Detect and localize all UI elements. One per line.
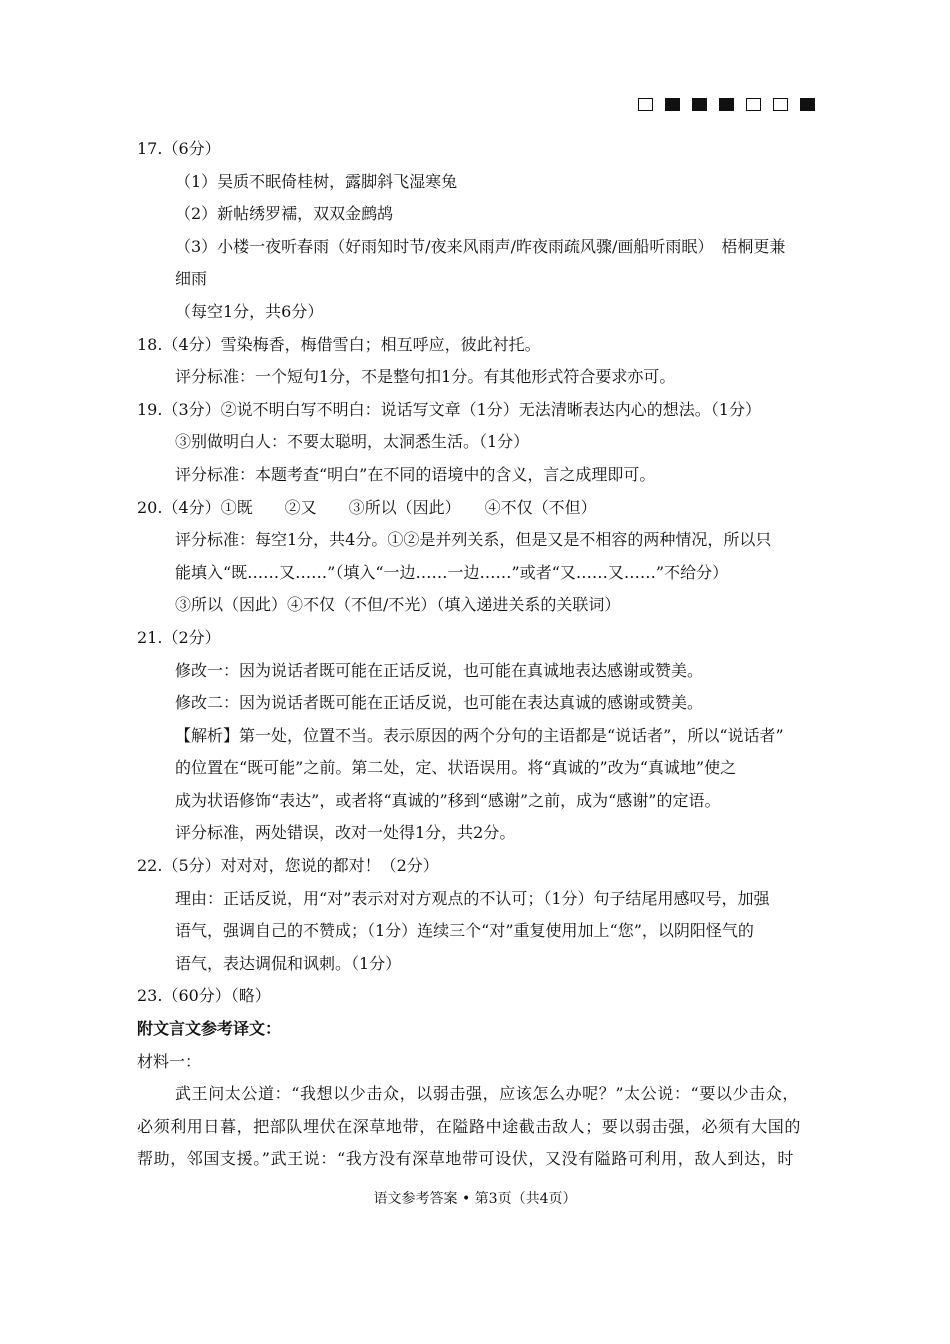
text-line: 23.（60分）（略） xyxy=(137,986,271,1006)
header-mark-empty xyxy=(746,98,761,111)
text-line: 语气，表达调侃和讽刺。（1分） xyxy=(175,953,402,973)
text-line: 帮助，邻国支援。”武王说：“我方没有深草地带可设伏，又没有隘路可利用，敌人到达，时 xyxy=(137,1149,794,1169)
header-mark-empty xyxy=(773,98,788,111)
text-line: 18.（4分）雪染梅香，梅借雪白；相互呼应，彼此衬托。 xyxy=(137,334,541,354)
header-mark-filled xyxy=(719,98,734,111)
text-line: 评分标准：每空1分，共4分。①②是并列关系，但是又是不相容的两种情况，所以只 xyxy=(175,530,772,550)
text-line: 【解析】第一处，位置不当。表示原因的两个分句的主语都是“说话者”，所以“说话者” xyxy=(175,725,784,745)
text-line: 修改二：因为说话者既可能在正话反说，也可能在表达真诚的感谢或赞美。 xyxy=(175,693,704,713)
text-line: 评分标准：一个短句1分，不是整句扣1分。有其他形式符合要求亦可。 xyxy=(175,367,676,387)
text-line: 19.（3分）②说不明白写不明白：说话写文章（1分）无法清晰表达内心的想法。（1分） xyxy=(137,399,761,419)
header-mark-empty xyxy=(638,98,653,111)
header-mark-filled xyxy=(692,98,707,111)
text-line: ③别做明白人：不要太聪明，太洞悉生活。（1分） xyxy=(175,432,530,452)
header-marks xyxy=(638,98,815,111)
header-mark-filled xyxy=(665,98,680,111)
text-line: 21.（2分） xyxy=(137,627,221,647)
text-line: 语气，强调自己的不赞成；（1分）连续三个“对”重复使用加上“您”，以阴阳怪气的 xyxy=(175,921,754,941)
text-line: 材料一： xyxy=(137,1051,202,1071)
text-line: （每空1分，共6分） xyxy=(175,301,324,321)
text-line: 细雨 xyxy=(175,269,208,289)
page-footer: 语文参考答案 • 第3页（共4页） xyxy=(373,1191,577,1207)
header-mark-filled xyxy=(800,98,815,111)
text-line: （3）小楼一夜听春雨（好雨知时节/夜来风雨声/昨夜雨疏风骤/画船听雨眠） 梧桐更兼 xyxy=(175,236,786,256)
text-line: （2）新帖绣罗襦，双双金鹧鸪 xyxy=(175,204,394,224)
answer-content xyxy=(137,133,817,1176)
text-line: 成为状语修饰“表达”，或者将“真诚的”移到“感谢”之前，成为“感谢”的定语。 xyxy=(175,790,721,810)
text-line: 评分标准，两处错误，改对一处得1分，共2分。 xyxy=(175,823,516,843)
text-line: 20.（4分）①既 ②又 ③所以（因此） ④不仅（不但） xyxy=(137,497,597,517)
text-line: 的位置在“既可能”之前。第二处，定、状语误用。将“真诚的”改为“真诚地”使之 xyxy=(175,758,737,778)
text-line: 必须利用日暮，把部队埋伏在深草地带，在隘路中途截击敌人；要以弱击强，必须有大国的 xyxy=(137,1116,802,1136)
text-line: 能填入“既……又……”（填入“一边……一边……”或者“又……又……”不给分） xyxy=(175,562,729,582)
text-line: 17.（6分） xyxy=(137,139,221,158)
text-line: 理由：正话反说，用“对”表示对对方观点的不认可；（1分）句子结尾用感叹号，加强 xyxy=(175,888,770,908)
text-line: 附文言文参考译文： xyxy=(137,1019,282,1039)
text-line: 22.（5分）对对对，您说的都对！（2分） xyxy=(137,856,439,876)
text-line: 武王问太公道：“我想以少击众，以弱击强，应该怎么办呢？”太公说：“要以少击众， xyxy=(175,1084,799,1104)
text-line: 修改一：因为说话者既可能在正话反说，也可能在真诚地表达感谢或赞美。 xyxy=(175,660,704,680)
text-line: ③所以（因此）④不仅（不但/不光）（填入递进关系的关联词） xyxy=(175,595,621,615)
text-line: 评分标准：本题考查“明白”在不同的语境中的含义，言之成理即可。 xyxy=(175,464,656,484)
text-line: （1）吴质不眠倚桂树，露脚斜飞湿寒兔 xyxy=(175,171,458,191)
